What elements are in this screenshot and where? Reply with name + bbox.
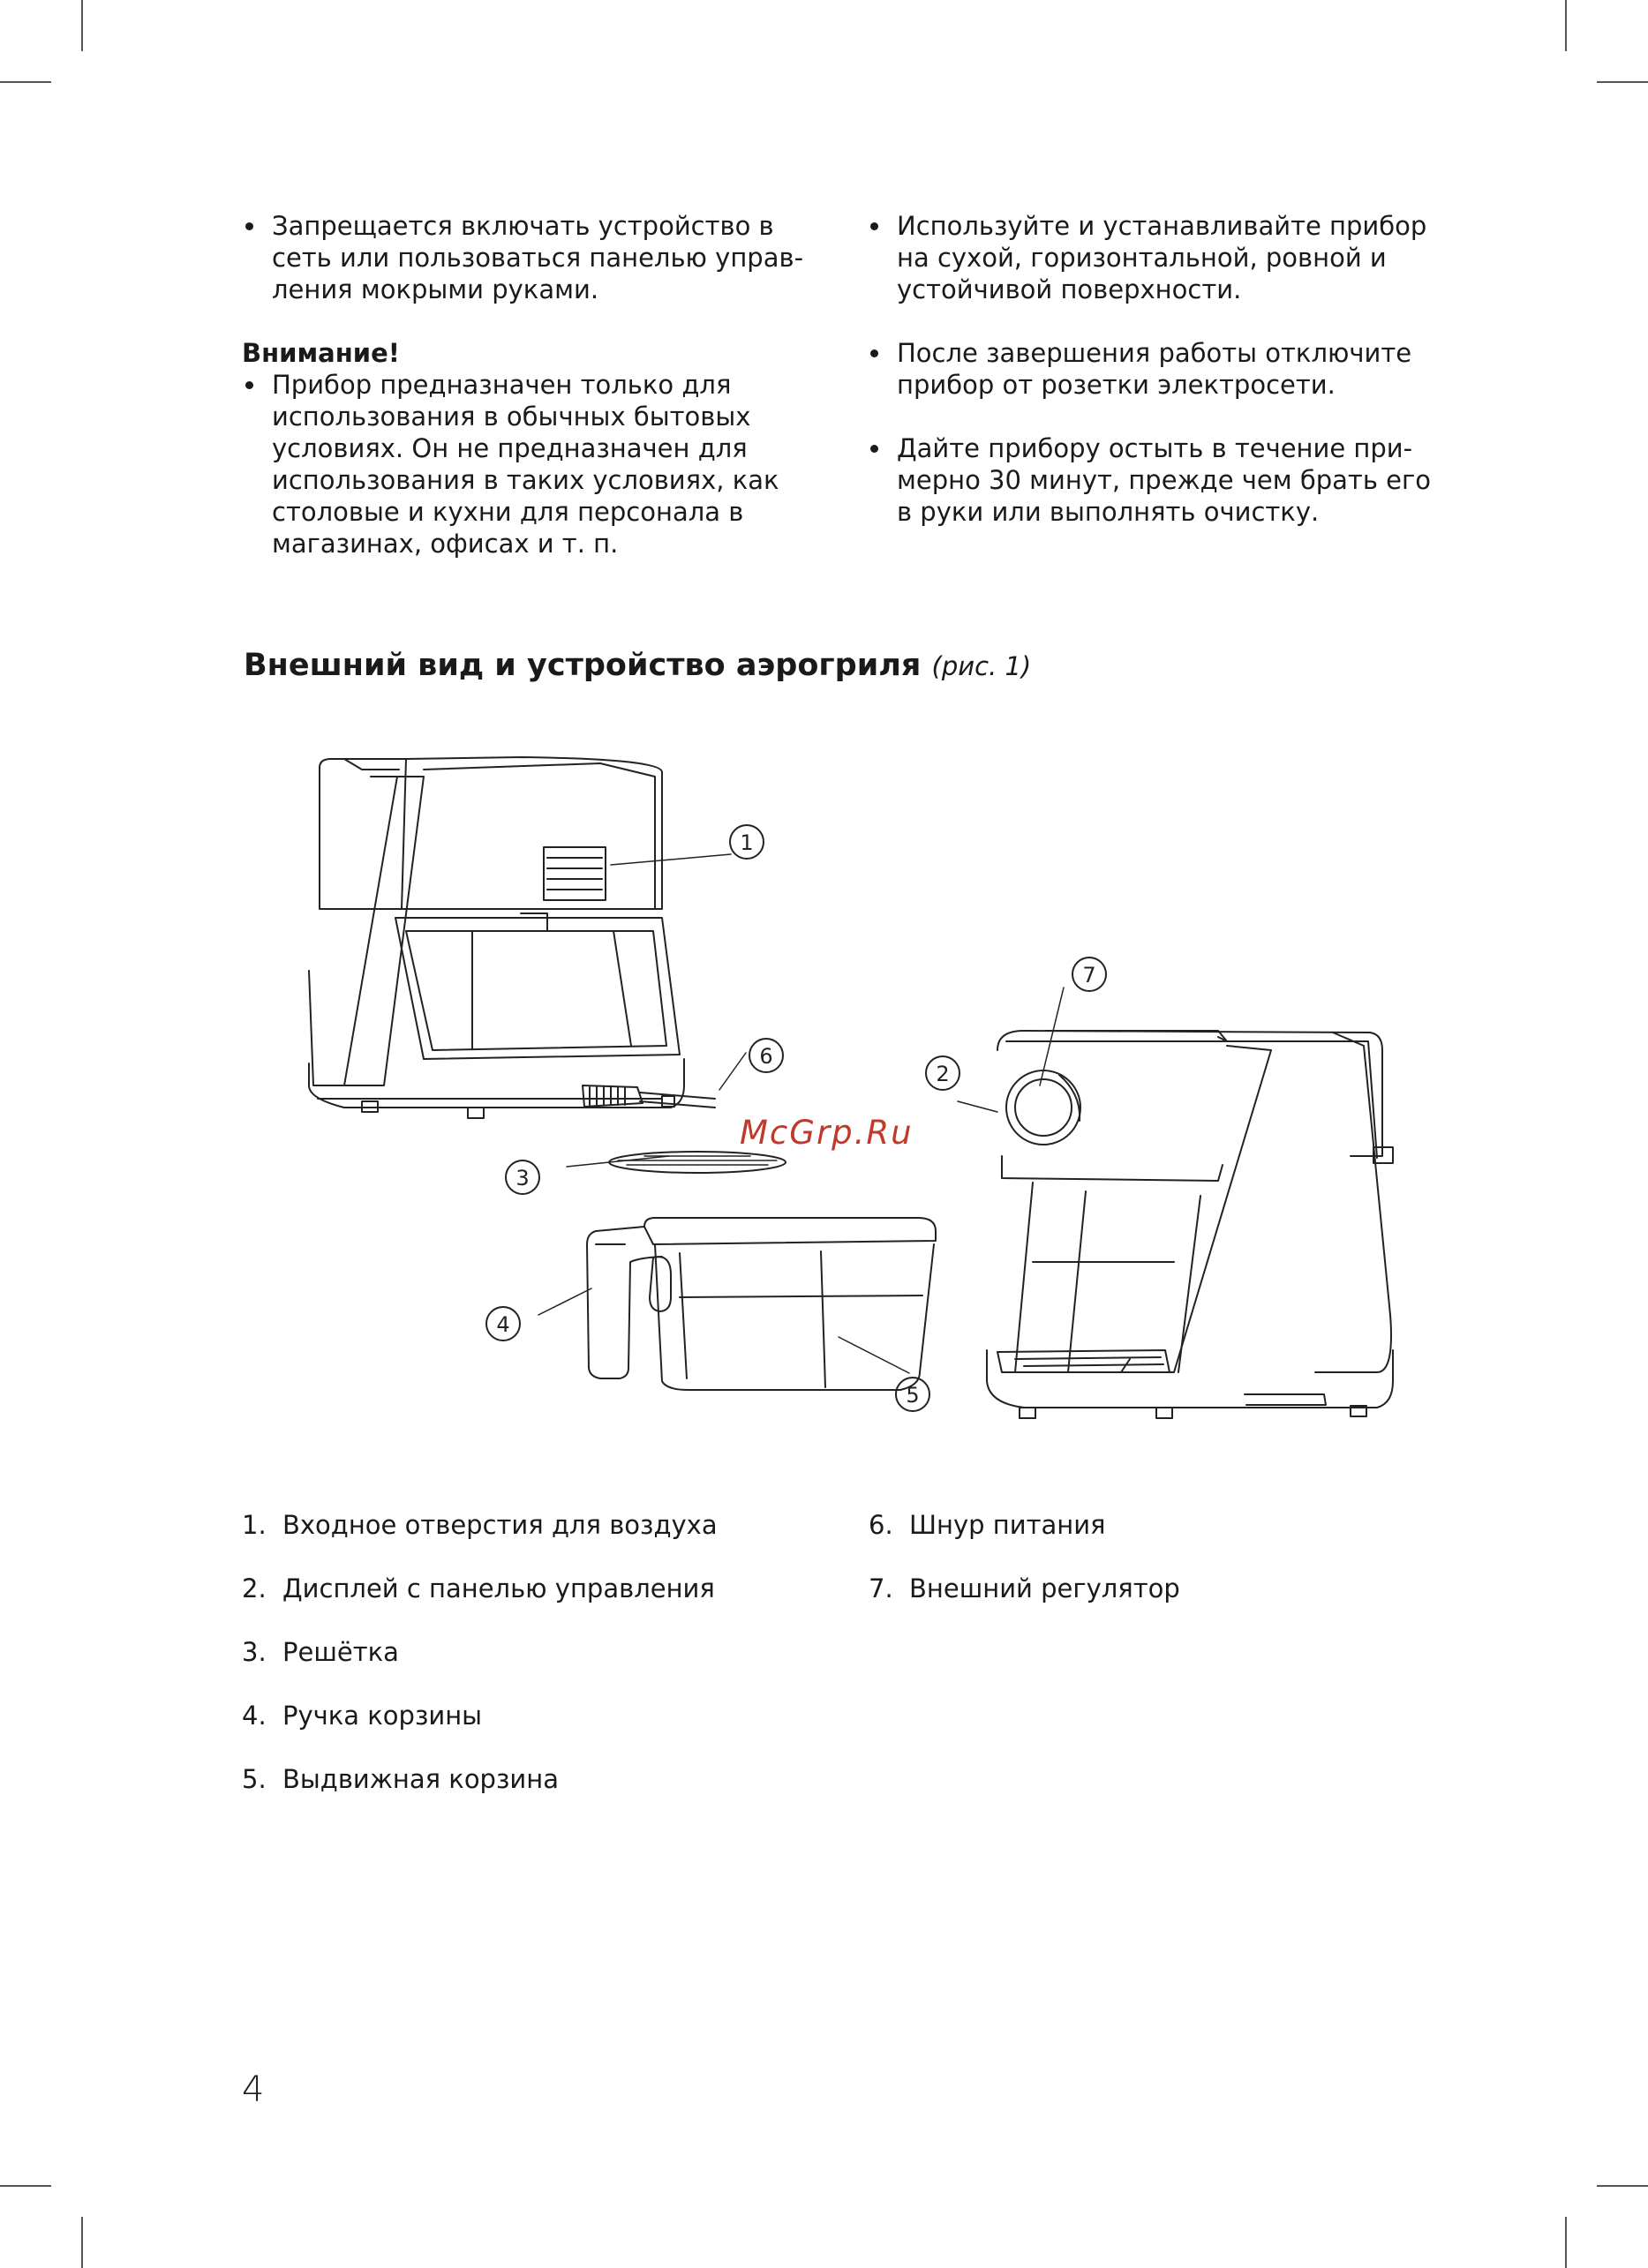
legend-item [242,1763,559,1795]
legend-number: 5. [242,1764,267,1794]
safety-bullet-surface: Используйте и устанавливайте прибор на сухой, горизонтальной, ровной и устойчивой поверхности. [867,210,1502,305]
crop-mark [1597,81,1648,83]
callout-5: 5 [906,1383,920,1408]
basket [587,1218,936,1390]
legend-label: Ручка корзины [282,1701,483,1731]
crop-mark [1565,2217,1567,2268]
callout-3: 3 [515,1166,530,1190]
legend-item [242,1700,482,1731]
air-fryer-front-view [987,1031,1393,1418]
legend-left [242,1509,816,1818]
page-number: 4 [242,2069,265,2110]
callout-4: 4 [496,1312,510,1337]
legend-item [869,1573,1180,1604]
legend-number: 1. [242,1510,267,1540]
legend-label: Внешний регулятор [909,1573,1180,1603]
watermark: McGrp.Ru [740,1114,914,1152]
crop-mark [0,81,51,83]
legend-label: Шнур питания [909,1510,1106,1540]
callout-6: 6 [759,1044,773,1069]
legend-number: 2. [242,1573,267,1603]
legend-label: Дисплей с панелью управления [282,1573,715,1603]
air-fryer-diagram [291,750,1412,1456]
legend-number: 4. [242,1701,267,1731]
legend-label: Выдвижная корзина [282,1764,559,1794]
legend-number: 3. [242,1637,267,1667]
safety-bullet-cool-down: Дайте прибору остыть в течение при- мерно 30 минут, прежде чем брать его в руки или выполнять очистку. [867,432,1502,528]
legend-number: 7. [869,1573,893,1603]
callout-2: 2 [936,1062,950,1086]
callout-1: 1 [740,830,754,855]
legend-item [242,1636,399,1668]
right-column [867,210,1502,528]
crop-mark [1597,2185,1648,2187]
callout-7: 7 [1082,963,1096,988]
safety-bullet-unplug: После завершения работы отключите прибор от розетки электросети. [867,337,1502,401]
left-column [242,210,860,559]
grate [609,1152,786,1173]
crop-mark [1565,0,1567,51]
section-heading [244,648,1031,683]
crop-mark [81,0,83,51]
legend-label: Входное отверстия для воздуха [282,1510,718,1540]
legend-item [869,1509,1105,1541]
section-title: Внешний вид и устройство аэрогриля [244,648,922,683]
legend-item [242,1509,718,1541]
attention-label: Внимание! [242,338,400,368]
air-fryer-back-view [309,757,715,1118]
legend-label: Решётка [282,1637,399,1667]
figure-reference: (рис. 1) [931,651,1032,681]
legend-number: 6. [869,1510,893,1540]
crop-mark [81,2217,83,2268]
safety-bullet-wet-hands: Запрещается включать устройство в сеть или пользоваться панелью управ- ления мокрыми руками. [242,210,860,305]
crop-mark [0,2185,51,2187]
safety-bullet-household-use: Прибор предназначен только для использования в обычных бытовых условиях. Он не предназначен для использования в таких условиях, как столовые и кухни для персонала в магазинах, офисах и т. п. [242,369,860,559]
legend-right [869,1509,1398,1615]
legend-item [242,1573,715,1604]
